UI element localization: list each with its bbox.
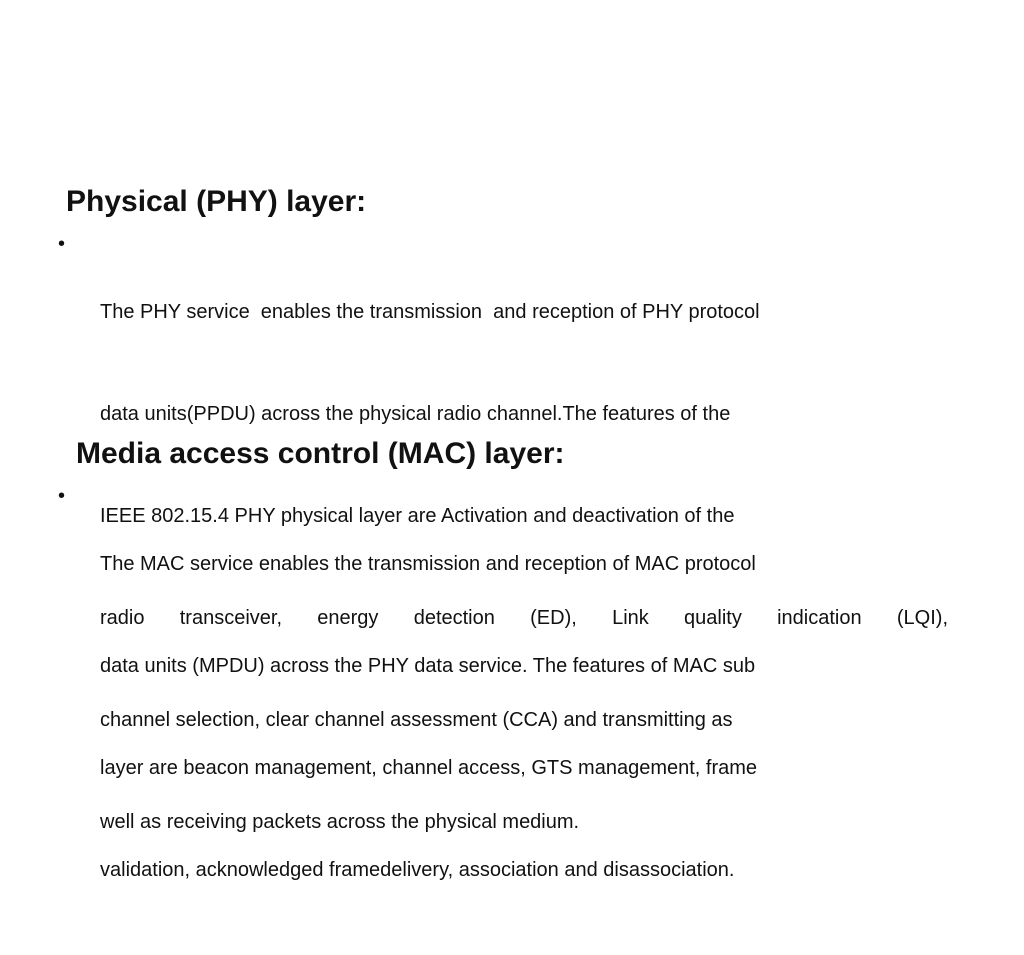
text-line: IEEE 802.15.4 PHY physical layer are Activation and deactivation of the <box>100 505 735 527</box>
text-line: The PHY service enables the transmission and reception of PHY protocol <box>100 301 760 323</box>
text-line: data units(PPDU) across the physical radio channel.The features of the <box>100 403 731 425</box>
text-line: validation, acknowledged framedelivery, association and disassociation. <box>100 859 735 881</box>
text-line: radio transceiver, energy detection (ED), Link quality indication (LQI), <box>100 607 948 629</box>
mac-description <box>100 479 956 955</box>
text-line: data units (MPDU) across the PHY data service. The features of MAC sub <box>100 655 756 677</box>
phy-layer-heading: Physical (PHY) layer: <box>66 185 367 218</box>
text-line: well as receiving packets across the physical medium. <box>100 811 580 833</box>
text-line: layer are beacon management, channel access, GTS management, frame <box>100 757 758 779</box>
mac-bullet-item <box>58 479 956 955</box>
mac-layer-heading: Media access control (MAC) layer: <box>76 437 565 470</box>
bullet-icon: • <box>58 485 66 507</box>
bullet-icon: • <box>58 233 66 255</box>
text-line: channel selection, clear channel assessment (CCA) and transmitting as <box>100 709 733 731</box>
text-line: The MAC service enables the transmission and reception of MAC protocol <box>100 553 756 575</box>
